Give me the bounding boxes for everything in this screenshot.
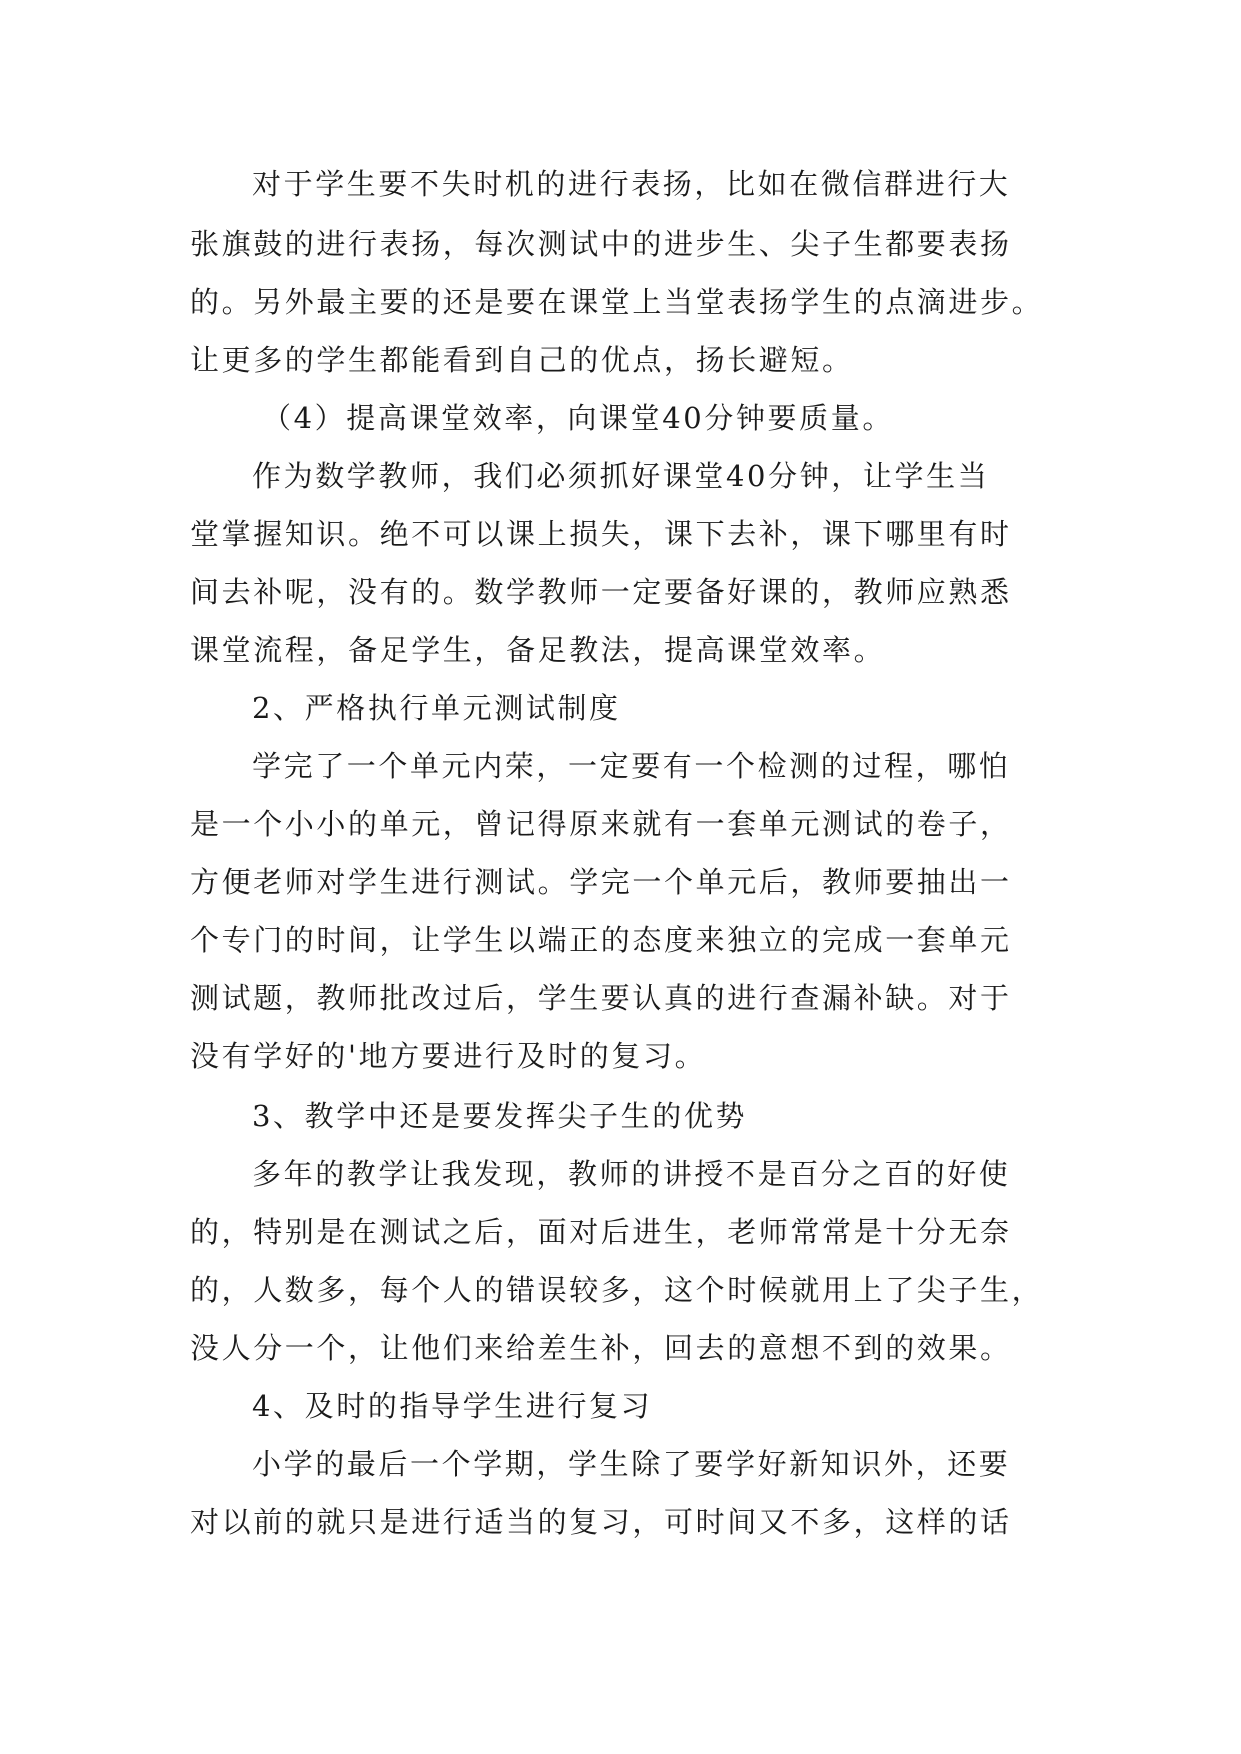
text-line: 让更多的学生都能看到自己的优点，扬长避短。 [190, 343, 854, 377]
text-line: 的，人数多，每个人的错误较多，这个时候就用上了尖子生， [190, 1273, 1044, 1307]
text-line: 测试题，教师批改过后，学生要认真的进行查漏补缺。对于 [190, 981, 1012, 1015]
text-line: 对于学生要不失时机的进行表扬，比如在微信群进行大 [252, 167, 1011, 201]
text-line: 没有学好的'地方要进行及时的复习。 [190, 1039, 707, 1073]
text-line: 多年的教学让我发现，教师的讲授不是百分之百的好使 [252, 1157, 1011, 1191]
text-line: 方便老师对学生进行测试。学完一个单元后，教师要抽出一 [190, 865, 1012, 899]
section-heading: 4、及时的指导学生进行复习 [252, 1389, 653, 1423]
text-line: 课堂流程，备足学生，备足教法，提高课堂效率。 [190, 633, 886, 667]
section-heading: （4）提高课堂效率，向课堂40分钟要质量。 [262, 401, 894, 435]
text-line: 小学的最后一个学期，学生除了要学好新知识外，还要 [252, 1447, 1011, 1481]
text-line: 的。另外最主要的还是要在课堂上当堂表扬学生的点滴进步。 [190, 285, 1044, 319]
text-line: 间去补呢，没有的。数学教师一定要备好课的，教师应熟悉 [190, 575, 1012, 609]
text-line: 作为数学教师，我们必须抓好课堂40分钟，让学生当 [252, 459, 990, 493]
section-heading: 3、教学中还是要发挥尖子生的优势 [252, 1099, 748, 1133]
text-line: 没人分一个，让他们来给差生补，回去的意想不到的效果。 [190, 1331, 1012, 1365]
section-heading: 2、严格执行单元测试制度 [252, 691, 621, 725]
text-line: 张旗鼓的进行表扬，每次测试中的进步生、尖子生都要表扬 [190, 227, 1012, 261]
text-line: 个专门的时间，让学生以端正的态度来独立的完成一套单元 [190, 923, 1012, 957]
text-line: 的，特别是在测试之后，面对后进生，老师常常是十分无奈 [190, 1215, 1012, 1249]
text-line: 学完了一个单元内荣，一定要有一个检测的过程，哪怕 [252, 749, 1011, 783]
text-line: 堂掌握知识。绝不可以课上损失，课下去补，课下哪里有时 [190, 517, 1012, 551]
text-line: 是一个小小的单元，曾记得原来就有一套单元测试的卷子， [190, 807, 1012, 841]
text-line: 对以前的就只是进行适当的复习，可时间又不多，这样的话 [190, 1505, 1012, 1539]
